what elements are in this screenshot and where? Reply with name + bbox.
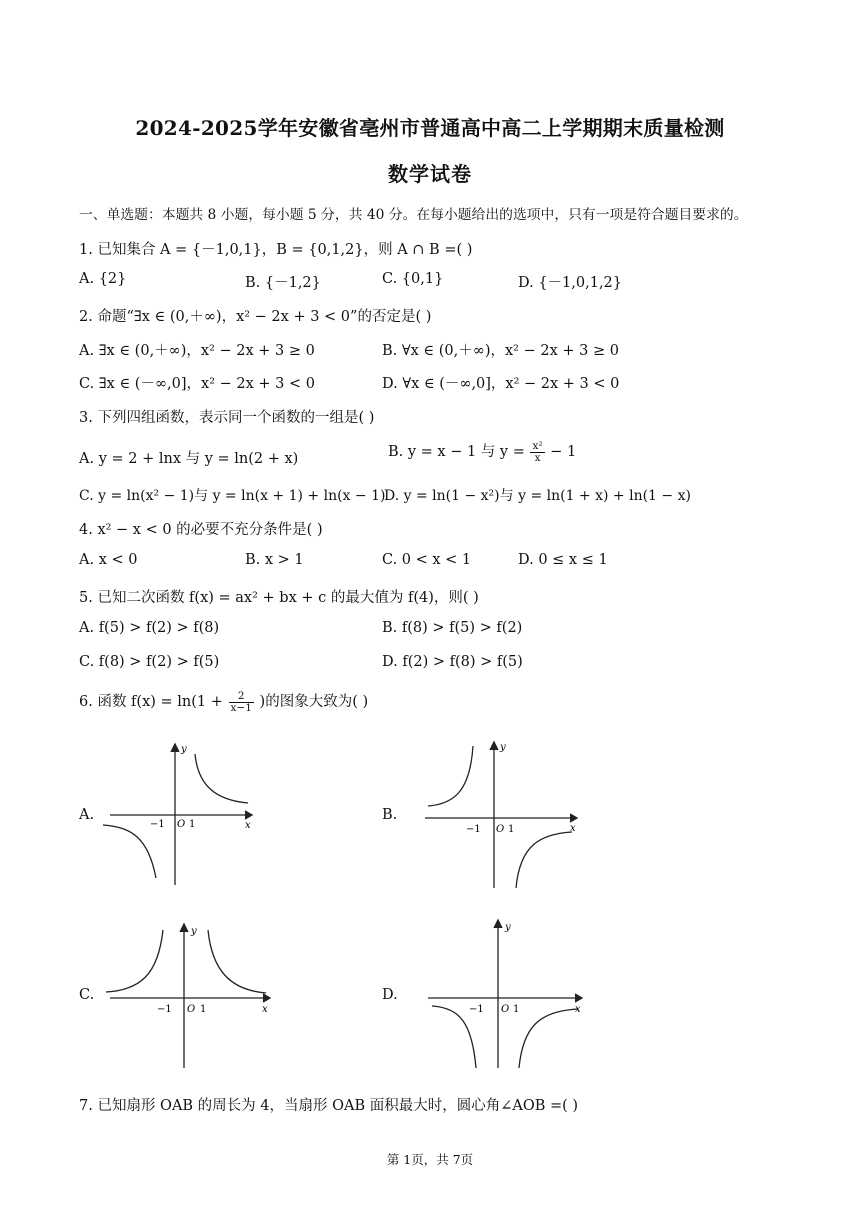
y-axis-arrow-icon <box>171 744 179 752</box>
tick-1-label: 1 <box>513 1004 520 1015</box>
curve-right-branch <box>208 930 266 993</box>
question-5-stem: 5. 已知二次函数 f(x) = ax² + bx + c 的最大值为 f(4)，则( ) <box>79 590 479 606</box>
q6-graph-b <box>420 740 580 890</box>
q2-option-a: A. ∃x ∈ (0,＋∞)，x² − 2x + 3 ≥ 0 <box>79 343 315 359</box>
q4-option-d: D. 0 ≤ x ≤ 1 <box>518 552 608 568</box>
x-axis-arrow-icon <box>575 994 582 1002</box>
q6-label-d: D. <box>382 987 398 1003</box>
question-1-stem: 1. 已知集合 A = {－1,0,1}，B = {0,1,2}，则 A ∩ B =( ) <box>79 242 473 258</box>
q1-option-a: A. {2} <box>79 271 127 287</box>
q6-stem-pre: 6. 函数 f(x) = ln(1 + <box>79 694 223 710</box>
q3-option-b-fraction <box>530 441 544 464</box>
origin-label: O <box>496 824 505 835</box>
q6-label-a: A. <box>79 807 95 823</box>
y-axis-label: y <box>500 742 506 753</box>
q6-graph-d <box>420 918 590 1070</box>
origin-label: O <box>177 819 186 830</box>
x-axis-arrow-icon <box>245 811 252 819</box>
y-axis-label: y <box>181 744 187 755</box>
q3-option-b-post: − 1 <box>550 444 577 460</box>
tick-neg1-label: −1 <box>157 1004 172 1015</box>
q3-option-b-pre: B. y = x − 1 与 y = <box>388 444 525 460</box>
y-axis-arrow-icon <box>180 924 188 932</box>
q6-label-b: B. <box>382 807 398 823</box>
curve-left-branch <box>428 746 473 806</box>
q5-option-d: D. f(2) > f(8) > f(5) <box>382 654 523 670</box>
x-axis-label: x <box>245 820 251 831</box>
q2-option-b: B. ∀x ∈ (0,＋∞)，x² − 2x + 3 ≥ 0 <box>382 343 619 359</box>
q3-option-c: C. y = ln(x² − 1)与 y = ln(x + 1) + ln(x − 1) <box>79 488 386 504</box>
tick-1-label: 1 <box>189 819 196 830</box>
curve-right-branch <box>519 1009 578 1068</box>
q2-option-d: D. ∀x ∈ (－∞,0]，x² − 2x + 3 < 0 <box>382 376 620 392</box>
q4-option-b: B. x > 1 <box>245 552 304 568</box>
y-axis-label: y <box>505 922 511 933</box>
q6-denominator: x−1 <box>230 701 252 714</box>
q3-option-a: A. y = 2 + lnx 与 y = ln(2 + x) <box>79 451 299 467</box>
q5-option-c: C. f(8) > f(2) > f(5) <box>79 654 220 670</box>
y-axis-label: y <box>191 926 197 937</box>
q6-label-c: C. <box>79 987 95 1003</box>
x-axis-arrow-icon <box>263 994 270 1002</box>
q3-option-b <box>388 440 576 464</box>
page-footer: 第 1页，共 7页 <box>386 1152 474 1167</box>
q5-option-a: A. f(5) > f(2) > f(8) <box>79 620 220 636</box>
tick-neg1-label: −1 <box>150 819 165 830</box>
curve-left-branch <box>106 930 163 992</box>
q4-option-a: A. x < 0 <box>79 552 138 568</box>
question-7-stem: 7. 已知扇形 OAB 的周长为 4，当扇形 OAB 面积最大时，圆心角∠AOB =( ) <box>79 1098 579 1114</box>
tick-1-label: 1 <box>200 1004 207 1015</box>
q2-option-c: C. ∃x ∈ (－∞,0]，x² − 2x + 3 < 0 <box>79 376 315 392</box>
q5-option-b: B. f(8) > f(5) > f(2) <box>382 620 523 636</box>
question-4-stem: 4. x² − x < 0 的必要不充分条件是( ) <box>79 522 323 538</box>
question-3-stem: 3. 下列四组函数，表示同一个函数的一组是( ) <box>79 410 375 426</box>
q6-numerator: 2 <box>229 691 254 703</box>
tick-neg1-label: −1 <box>466 824 481 835</box>
curve-left-branch <box>432 1006 476 1068</box>
x-axis-label: x <box>575 1004 581 1015</box>
q3-option-b-numerator: x² <box>532 439 543 452</box>
tick-1-label: 1 <box>508 824 515 835</box>
curve-left-branch <box>103 825 156 878</box>
q1-option-b: B. {－1,2} <box>245 275 321 291</box>
exam-title: 2024-2025学年安徽省亳州市普通高中高二上学期期末质量检测 <box>135 116 725 140</box>
q6-graph-c <box>100 920 275 1070</box>
origin-label: O <box>501 1004 510 1015</box>
y-axis-arrow-icon <box>494 920 502 928</box>
q3-option-d: D. y = ln(1 − x²)与 y = ln(1 + x) + ln(1 − x) <box>384 488 691 504</box>
q1-option-d: D. {－1,0,1,2} <box>518 275 623 291</box>
q6-graph-a <box>100 740 260 890</box>
q6-stem-post: )的图象大致为( ) <box>259 694 369 710</box>
q3-option-b-denominator: x <box>534 451 541 464</box>
curve-right-branch <box>516 832 572 888</box>
section-heading: 一、单选题：本题共 8 小题，每小题 5 分，共 40 分。在每小题给出的选项中，只有一项是符合题目要求的。 <box>79 207 748 223</box>
q6-fraction <box>229 691 254 714</box>
exam-subtitle: 数学试卷 <box>388 162 472 186</box>
x-axis-label: x <box>570 823 576 834</box>
tick-neg1-label: −1 <box>469 1004 484 1015</box>
question-6-stem <box>79 690 368 714</box>
curve-right-branch <box>195 754 248 803</box>
y-axis-arrow-icon <box>490 742 498 750</box>
x-axis-arrow-icon <box>570 814 577 822</box>
question-2-stem: 2. 命题“∃x ∈ (0,＋∞)，x² − 2x + 3 < 0”的否定是( ) <box>79 309 432 325</box>
q1-option-c: C. {0,1} <box>382 271 444 287</box>
x-axis-label: x <box>262 1004 268 1015</box>
origin-label: O <box>187 1004 196 1015</box>
q4-option-c: C. 0 < x < 1 <box>382 552 472 568</box>
